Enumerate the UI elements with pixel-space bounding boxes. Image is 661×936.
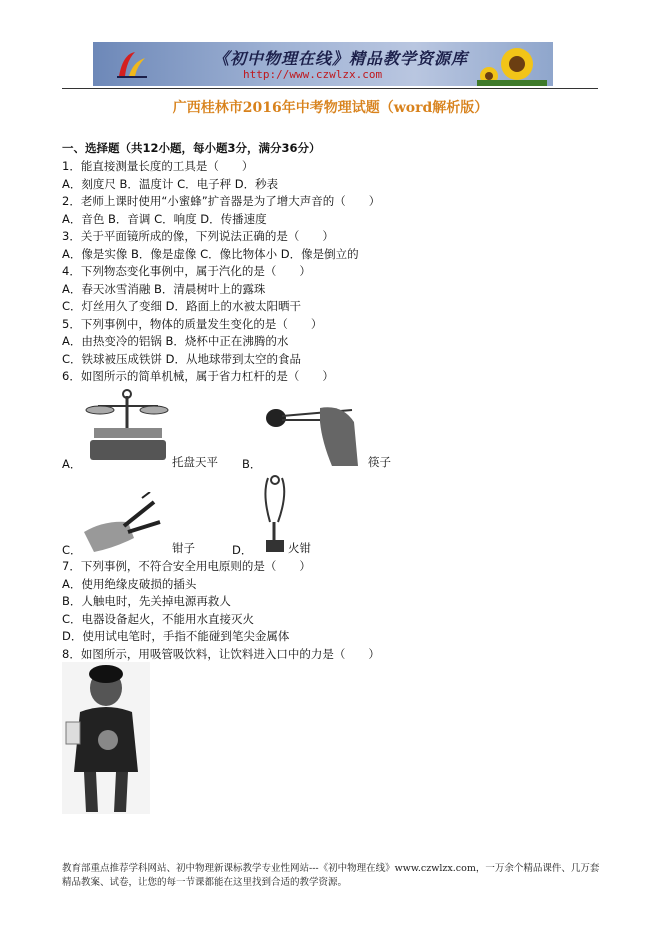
question-4: 4．下列物态变化事例中，属于汽化的是（ ） <box>62 264 311 278</box>
q6-option-b-label: B． <box>242 457 262 471</box>
question-4-options-ab: A．春天冰雪消融 B．清晨树叶上的露珠 <box>62 282 266 296</box>
q6-option-a-caption: 托盘天平 <box>172 455 218 469</box>
q6-option-b-caption: 筷子 <box>368 455 391 469</box>
page-footer: 教育部重点推荐学科网站、初中物理新课标教学专业性网站---《初中物理在线》www.czwlzx.com，一万余个精品课件、几万套精品教案、试卷，让您的每一节课都能在这里找到合适的教学资源。 <box>62 863 600 888</box>
question-2: 2．老师上课时使用“小蜜蜂”扩音器是为了增大声音的（ ） <box>62 194 381 208</box>
q6-option-a-label: A． <box>62 457 82 471</box>
question-3-options: A．像是实像 B．像是虚像 C．像比物体小 D．像是倒立的 <box>62 247 359 261</box>
q6-option-d-label: D． <box>232 543 253 557</box>
question-6: 6．如图所示的简单机械，属于省力杠杆的是（ ） <box>62 369 334 383</box>
balance-scale-figure <box>82 386 172 464</box>
document-title: 广西桂林市2016年中考物理试题（word解析版） <box>172 100 489 116</box>
q6-option-c-caption: 钳子 <box>172 541 195 555</box>
sunflower-icon <box>477 44 547 86</box>
question-1-options: A．刻度尺 B．温度计 C．电子秤 D．秒表 <box>62 177 279 191</box>
header-rule <box>62 88 598 89</box>
q6-option-c-label: C． <box>62 543 82 557</box>
banner-url[interactable]: http://www.czwlzx.com <box>243 68 383 81</box>
question-7-option-b: B．人触电时，先关掉电源再救人 <box>62 594 231 608</box>
section-heading: 一、选择题（共12小题，每小题3分，满分36分） <box>62 141 321 155</box>
question-7-option-d: D．使用试电笔时，手指不能碰到笔尖金属体 <box>62 629 290 643</box>
question-5-options-cd: C．铁球被压成铁饼 D．从地球带到太空的食品 <box>62 352 302 366</box>
question-2-options: A．音色 B．音调 C．响度 D．传播速度 <box>62 212 267 226</box>
question-3: 3．关于平面镜所成的像，下列说法正确的是（ ） <box>62 229 334 243</box>
question-8: 8．如图所示，用吸管吸饮料，让饮料进入口中的力是（ ） <box>62 647 380 661</box>
question-5: 5．下列事例中，物体的质量发生变化的是（ ） <box>62 317 323 331</box>
site-logo-icon <box>115 48 149 80</box>
question-7-option-c: C．电器设备起火，不能用水直接灭火 <box>62 612 255 626</box>
question-5-options-ab: A．由热变冷的铝锅 B．烧杯中正在沸腾的水 <box>62 334 289 348</box>
question-7-option-a: A．使用绝缘皮破损的插头 <box>62 577 197 591</box>
question-1: 1．能直接测量长度的工具是（ ） <box>62 159 254 173</box>
boy-drinking-figure <box>62 662 150 814</box>
banner-title: 《初中物理在线》精品教学资源库 <box>213 49 469 68</box>
question-4-options-cd: C．灯丝用久了变细 D．路面上的水被太阳晒干 <box>62 299 302 313</box>
question-7: 7．下列事例，不符合安全用电原则的是（ ） <box>62 559 311 573</box>
q6-option-d-caption: 火钳 <box>288 541 311 555</box>
header-banner <box>93 42 553 86</box>
pliers-figure <box>84 492 164 556</box>
chopsticks-figure <box>262 402 362 466</box>
fire-tongs-figure <box>260 474 290 554</box>
